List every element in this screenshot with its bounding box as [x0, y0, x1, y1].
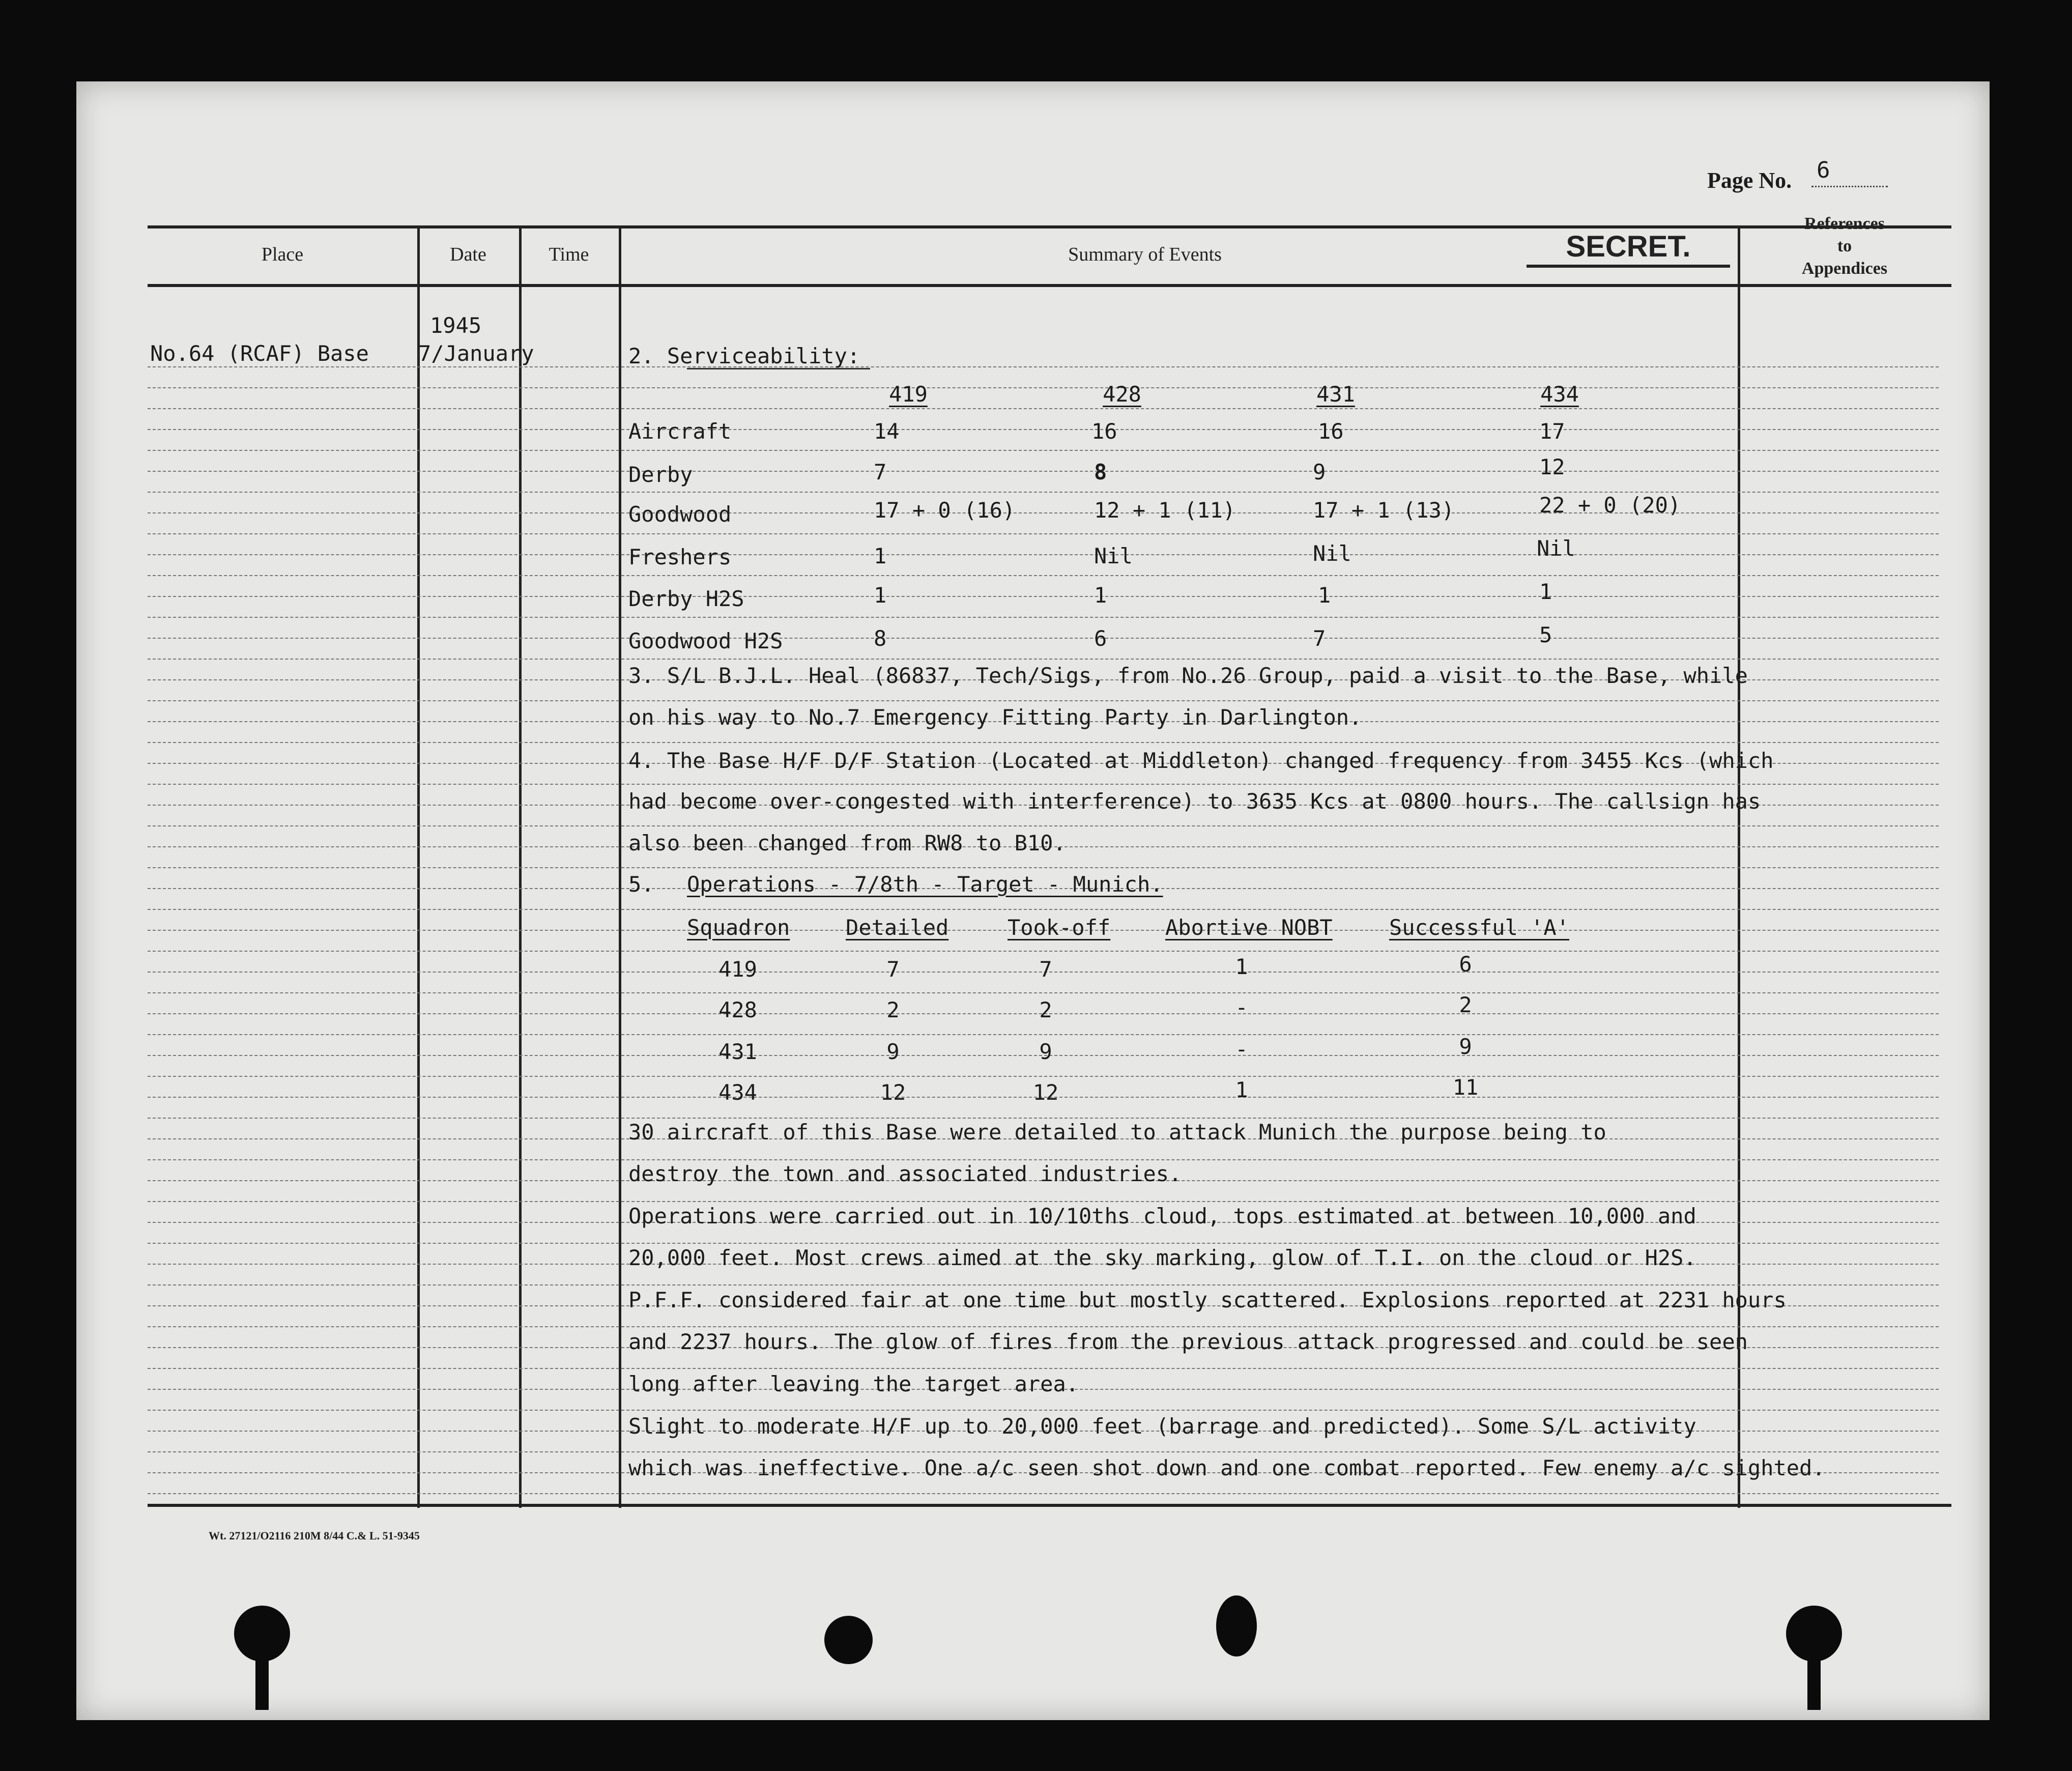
svc-row-label: Aircraft	[628, 419, 732, 444]
ops-cell: 9	[1459, 1034, 1472, 1059]
binder-hole-center-left	[824, 1616, 873, 1664]
col-divider-date	[519, 225, 522, 1508]
para3-line1: 3. S/L B.J.L. Heal (86837, Tech/Sigs, from No.26 Group, paid a visit to the Base, while	[628, 663, 1748, 688]
narrative-line: and 2237 hours. The glow of fires from the previous attack progressed and could be seen	[628, 1329, 1748, 1354]
svc-cell: 8	[874, 626, 887, 651]
ruled-line	[148, 1451, 1939, 1452]
header-place: Place	[261, 244, 304, 265]
record-sheet	[76, 81, 1990, 1720]
svc-cell: 16	[1091, 419, 1117, 444]
ruled-line	[148, 1159, 1939, 1160]
operations-number: 5.	[628, 872, 654, 897]
ruled-line	[148, 1076, 1939, 1077]
header-date: Date	[450, 244, 486, 265]
svc-cell: 17 + 1 (13)	[1313, 498, 1455, 523]
ruled-line	[148, 825, 1939, 826]
ruled-line	[148, 617, 1939, 618]
ops-cell: 2	[886, 997, 900, 1022]
binder-notch-left	[255, 1649, 269, 1710]
svc-cell: 1	[874, 544, 887, 568]
col-divider-summary	[1738, 225, 1740, 1508]
col-divider-place	[417, 225, 420, 1508]
print-code: Wt. 27121/O2116 210M 8/44 C.& L. 51-9345	[209, 1529, 420, 1542]
ruled-line	[148, 366, 1939, 367]
ops-col-abortive: Abortive NOBT	[1165, 915, 1333, 940]
ruled-line	[148, 533, 1939, 534]
ruled-line	[148, 909, 1939, 910]
ops-cell: 9	[1039, 1039, 1052, 1064]
narrative-line: 20,000 feet. Most crews aimed at the sky marking, glow of T.I. on the cloud or H2S.	[628, 1245, 1696, 1270]
svc-cell: 1	[1539, 579, 1552, 604]
svc-cell: 12	[1539, 454, 1565, 479]
ruled-line	[148, 471, 1939, 472]
ruled-line	[148, 700, 1939, 701]
svc-col-428: 428	[1103, 382, 1141, 407]
header-summary: Summary of Events	[1068, 244, 1222, 265]
svc-cell: 22 + 0 (20)	[1539, 493, 1681, 518]
svc-cell: 16	[1318, 419, 1344, 444]
svc-cell: 5	[1539, 622, 1552, 647]
ops-cell: -	[1235, 1037, 1248, 1062]
svc-cell: 1	[874, 583, 887, 608]
header-references-line2: to	[1837, 237, 1852, 255]
ruled-line	[148, 408, 1939, 409]
ruled-line	[148, 784, 1939, 785]
ops-cell: 1	[1235, 1077, 1248, 1102]
svc-cell: Nil	[1537, 536, 1575, 561]
secret-stamp: SECRET.	[1527, 229, 1730, 268]
narrative-line: P.F.F. considered fair at one time but mostly scattered. Explosions reported at 2231 hours	[628, 1288, 1787, 1312]
serviceability-heading	[628, 344, 860, 369]
svc-row-label: Goodwood H2S	[628, 629, 783, 653]
svc-cell: 9	[1313, 460, 1326, 484]
ops-cell: 7	[886, 957, 900, 982]
svc-col-434: 434	[1540, 382, 1579, 407]
header-references	[1740, 213, 1949, 280]
svc-cell: 7	[1313, 626, 1326, 651]
ops-cell: 11	[1452, 1075, 1479, 1100]
ops-cell: -	[1235, 995, 1248, 1020]
binder-hole-center-right	[1216, 1595, 1257, 1656]
svc-cell: 14	[874, 419, 900, 444]
ruled-line	[148, 1493, 1939, 1494]
ops-cell: 2	[1039, 997, 1052, 1022]
svc-col-431: 431	[1316, 382, 1355, 407]
ops-col-tookoff: Took-off	[1008, 915, 1111, 940]
header-time: Time	[549, 244, 589, 265]
page-number-value: 6	[1817, 157, 1830, 183]
ruled-line	[148, 1410, 1939, 1411]
ruled-line	[148, 429, 1939, 430]
svc-cell: 17 + 0 (16)	[874, 498, 1016, 523]
ops-col-detailed: Detailed	[846, 915, 949, 940]
ruled-line	[148, 1034, 1939, 1035]
ops-col-squadron: Squadron	[687, 915, 790, 940]
narrative-line: Slight to moderate H/F up to 20,000 feet (barrage and predicted). Some S/L activity	[628, 1414, 1696, 1439]
binder-notch-right	[1807, 1649, 1821, 1710]
para4-line3: also been changed from RW8 to B10.	[628, 831, 1066, 855]
svc-row-label: Goodwood	[628, 502, 732, 527]
svc-cell: 6	[1094, 626, 1107, 651]
svc-cell: 8	[1094, 460, 1107, 484]
ops-cell: 431	[718, 1039, 757, 1064]
svc-cell: Nil	[1094, 544, 1133, 568]
ruled-line	[148, 1368, 1939, 1369]
ruled-line	[148, 638, 1939, 639]
ops-cell: 419	[718, 957, 757, 982]
ruled-line	[148, 951, 1939, 952]
para4-line1: 4. The Base H/F D/F Station (Located at Middleton) changed frequency from 3455 Kcs (which	[628, 748, 1774, 773]
svc-cell: 1	[1094, 583, 1107, 608]
svc-row-label: Derby H2S	[628, 586, 744, 611]
svc-cell: 7	[874, 460, 887, 484]
ops-cell: 428	[718, 997, 757, 1022]
operations-heading: Operations - 7/8th - Target - Munich.	[687, 872, 1163, 897]
svc-cell: Nil	[1313, 541, 1351, 566]
ops-cell: 434	[718, 1080, 757, 1105]
serviceability-heading-text: 2. Serviceability:	[628, 344, 860, 368]
ruled-line	[148, 596, 1939, 597]
svc-cell: 1	[1318, 583, 1331, 608]
ruled-line	[148, 575, 1939, 576]
ruled-line	[148, 387, 1939, 388]
svc-col-419: 419	[889, 382, 928, 407]
svc-row-label: Freshers	[628, 545, 732, 569]
ops-cell: 9	[886, 1039, 900, 1064]
para4-line2: had become over-congested with interference) to 3635 Kcs at 0800 hours. The callsign has	[628, 789, 1761, 814]
serviceability-underline	[687, 368, 870, 369]
ops-col-successful: Successful 'A'	[1389, 915, 1570, 940]
ops-cell: 7	[1039, 957, 1052, 982]
entry-place: No.64 (RCAF) Base	[150, 341, 369, 366]
svc-row-label: Derby	[628, 462, 693, 487]
header-references-line1: References	[1804, 214, 1885, 233]
ruled-line	[148, 1201, 1939, 1202]
page-number-label: Page No.	[1707, 168, 1792, 193]
ruled-line	[148, 867, 1939, 868]
ruled-line	[148, 1326, 1939, 1327]
svc-cell: 12 + 1 (11)	[1094, 498, 1236, 523]
col-divider-time	[619, 225, 621, 1508]
narrative-line: which was ineffective. One a/c seen shot down and one combat reported. Few enemy a/c sighted.	[628, 1455, 1825, 1480]
svc-cell: 17	[1539, 419, 1565, 444]
entry-year: 1945	[430, 313, 482, 338]
ops-cell: 2	[1459, 992, 1472, 1017]
ruled-line	[148, 1243, 1939, 1244]
ruled-line	[148, 992, 1939, 993]
narrative-line: destroy the town and associated industries.	[628, 1161, 1182, 1186]
ops-cell: 6	[1459, 952, 1472, 977]
narrative-line: 30 aircraft of this Base were detailed to attack Munich the purpose being to	[628, 1120, 1606, 1145]
header-references-line3: Appendices	[1801, 259, 1888, 278]
ruled-line	[148, 742, 1939, 743]
ruled-line	[148, 659, 1939, 660]
ops-cell: 12	[1032, 1080, 1059, 1105]
ruled-line	[148, 1118, 1939, 1119]
page-number-dotted-line	[1811, 186, 1888, 187]
entry-date: 7/January	[418, 341, 534, 366]
ruled-line	[148, 1284, 1939, 1286]
ruled-line	[148, 554, 1939, 555]
narrative-line: Operations were carried out in 10/10ths cloud, tops estimated at between 10,000 and	[628, 1204, 1696, 1229]
ruled-line	[148, 450, 1939, 451]
narrative-line: long after leaving the target area.	[628, 1372, 1079, 1396]
para3-line2: on his way to No.7 Emergency Fitting Party in Darlington.	[628, 705, 1362, 730]
ops-cell: 1	[1235, 954, 1248, 979]
ops-cell: 12	[880, 1080, 906, 1105]
